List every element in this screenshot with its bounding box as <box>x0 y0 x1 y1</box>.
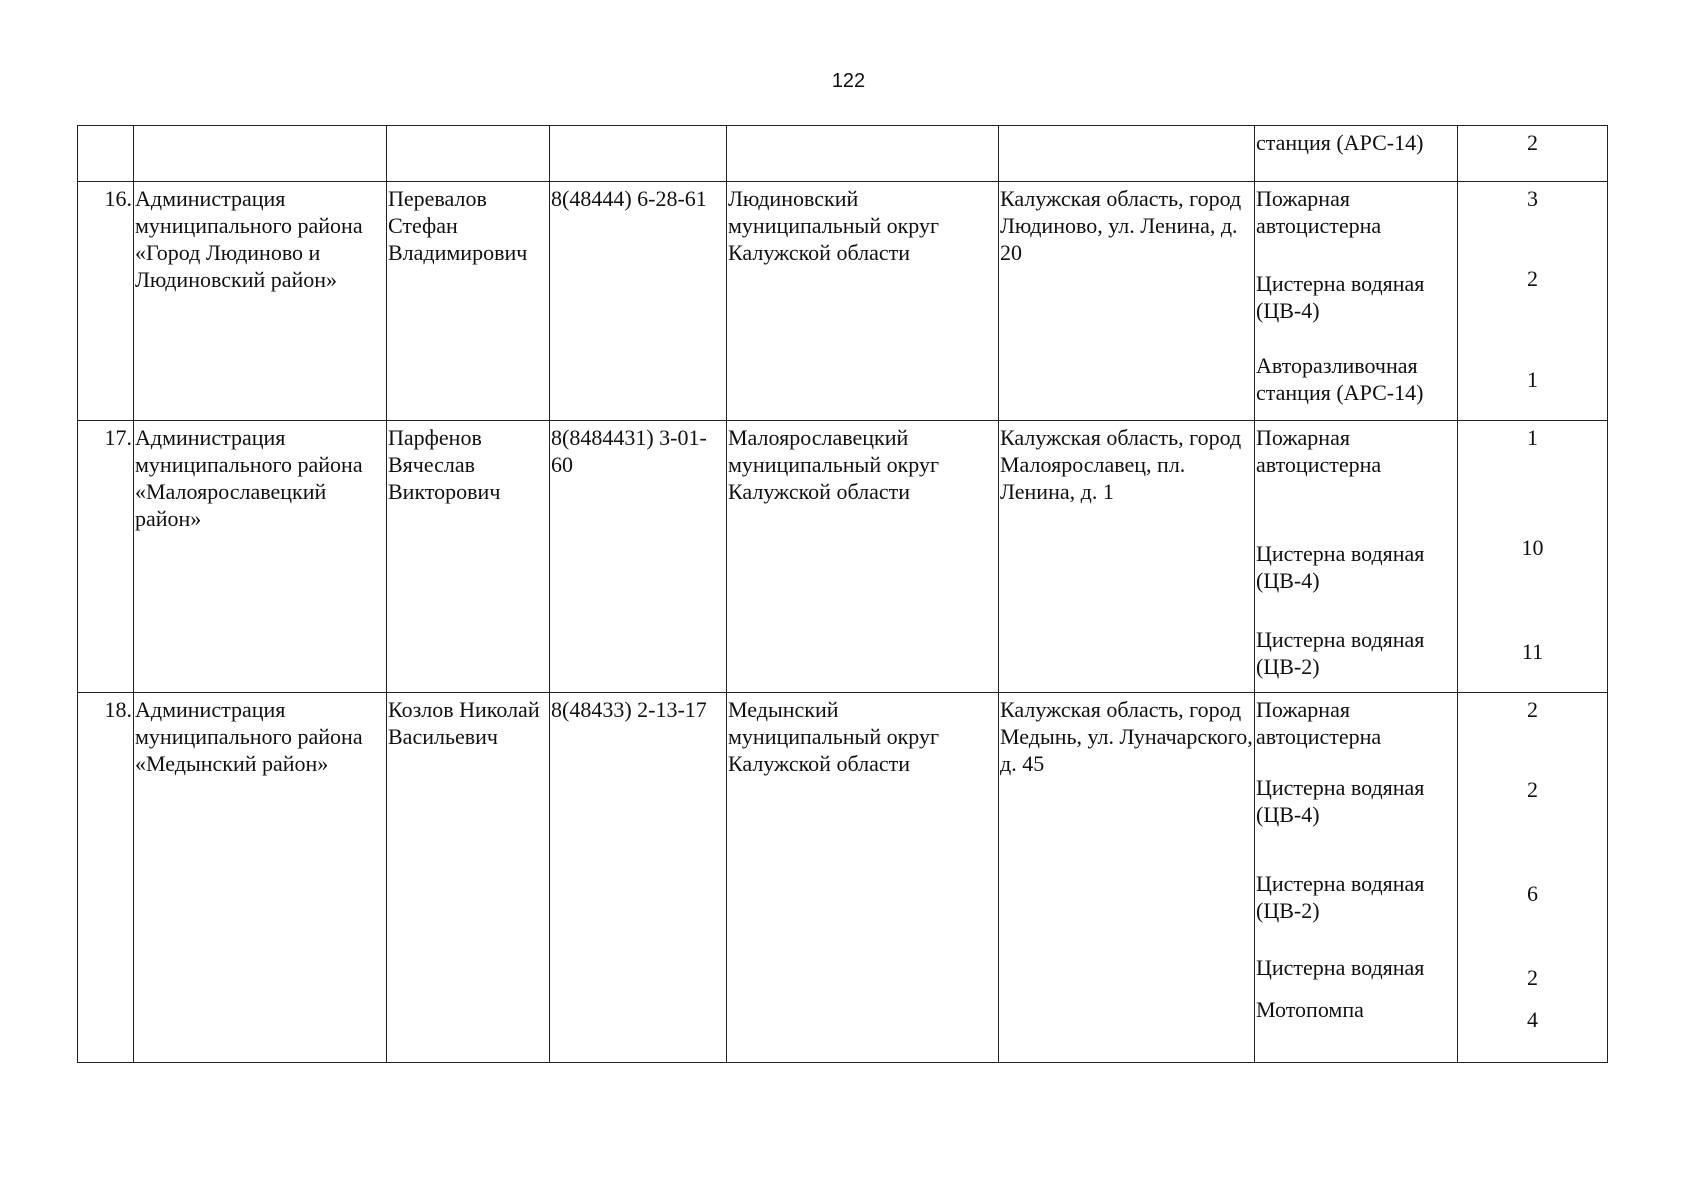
head-cell: Перевалов Стефан Владимирович <box>387 182 550 421</box>
organization-cell <box>134 126 387 182</box>
equipment-name: Авторазливочная станция (АРС-14) <box>1256 353 1424 405</box>
head-cell <box>387 126 550 182</box>
organization-cell: Администрация муниципального района «Город Людиново и Людиновский район» <box>134 182 387 421</box>
quantity-cell <box>1458 126 1608 182</box>
phone-cell: 8(8484431) 3-01-60 <box>550 421 727 693</box>
quantity: 2 <box>1527 130 1538 155</box>
head-cell: Козлов Николай Васильевич <box>387 693 550 1063</box>
address-cell <box>999 126 1255 182</box>
territory-cell <box>727 126 999 182</box>
quantity: 2 <box>1527 777 1538 802</box>
quantity: 1 <box>1527 425 1538 450</box>
equipment-name: Цистерна водяная (ЦВ-4) <box>1256 775 1425 827</box>
address-cell: Калужская область, город Медынь, ул. Луначарского, д. 45 <box>999 693 1255 1063</box>
equipment-name: Пожарная автоцистерна <box>1256 425 1382 477</box>
organization-cell: Администрация муниципального района «Медынский район» <box>134 693 387 1063</box>
quantity: 3 <box>1527 186 1538 211</box>
equipment-name: Цистерна водяная <box>1256 955 1425 980</box>
row-number: 16. <box>78 182 134 421</box>
quantity: 2 <box>1527 266 1538 291</box>
continuation-row <box>78 126 1608 182</box>
equipment-name: Цистерна водяная (ЦВ-2) <box>1256 627 1425 679</box>
quantity: 10 <box>1521 535 1544 560</box>
head-cell: Парфенов Вячеслав Викторович <box>387 421 550 693</box>
row-number: 17. <box>78 421 134 693</box>
quantity: 11 <box>1521 639 1544 664</box>
quantity-cell <box>1458 693 1608 1063</box>
phone-cell: 8(48444) 6-28-61 <box>550 182 727 421</box>
equipment-name: станция (АРС-14) <box>1256 130 1424 155</box>
table-row <box>78 421 1608 693</box>
equipment-name: Мотопомпа <box>1256 997 1364 1022</box>
address-cell: Калужская область, город Людиново, ул. Ленина, д. 20 <box>999 182 1255 421</box>
num-cell <box>78 126 134 182</box>
table-row <box>78 182 1608 421</box>
equipment-name: Цистерна водяная (ЦВ-2) <box>1256 871 1425 923</box>
equipment-cell <box>1255 182 1458 421</box>
row-number: 18. <box>78 693 134 1063</box>
organization-cell: Администрация муниципального района «Малоярославецкий район» <box>134 421 387 693</box>
quantity: 2 <box>1527 965 1538 990</box>
equipment-cell <box>1255 421 1458 693</box>
quantity: 6 <box>1527 881 1538 906</box>
equipment-cell <box>1255 693 1458 1063</box>
equipment-name: Цистерна водяная (ЦВ-4) <box>1256 541 1425 593</box>
equipment-name: Пожарная автоцистерна <box>1256 697 1382 749</box>
territory-cell: Людиновский муниципальный округ Калужской области <box>727 182 999 421</box>
phone-cell: 8(48433) 2-13-17 <box>550 693 727 1063</box>
equipment-name: Пожарная автоцистерна <box>1256 186 1382 238</box>
page-number: 122 <box>831 70 866 92</box>
table-row <box>78 693 1608 1063</box>
quantity: 2 <box>1527 697 1538 722</box>
equipment-name: Цистерна водяная (ЦВ-4) <box>1256 271 1425 323</box>
territory-cell: Малоярославецкий муниципальный округ Калужской области <box>727 421 999 693</box>
quantity: 1 <box>1527 367 1538 392</box>
quantity-cell <box>1458 421 1608 693</box>
equipment-cell <box>1255 126 1458 182</box>
quantity: 4 <box>1527 1007 1538 1032</box>
equipment-table <box>77 125 1608 1063</box>
quantity-cell <box>1458 182 1608 421</box>
phone-cell <box>550 126 727 182</box>
territory-cell: Медынский муниципальный округ Калужской области <box>727 693 999 1063</box>
address-cell: Калужская область, город Малоярославец, пл. Ленина, д. 1 <box>999 421 1255 693</box>
